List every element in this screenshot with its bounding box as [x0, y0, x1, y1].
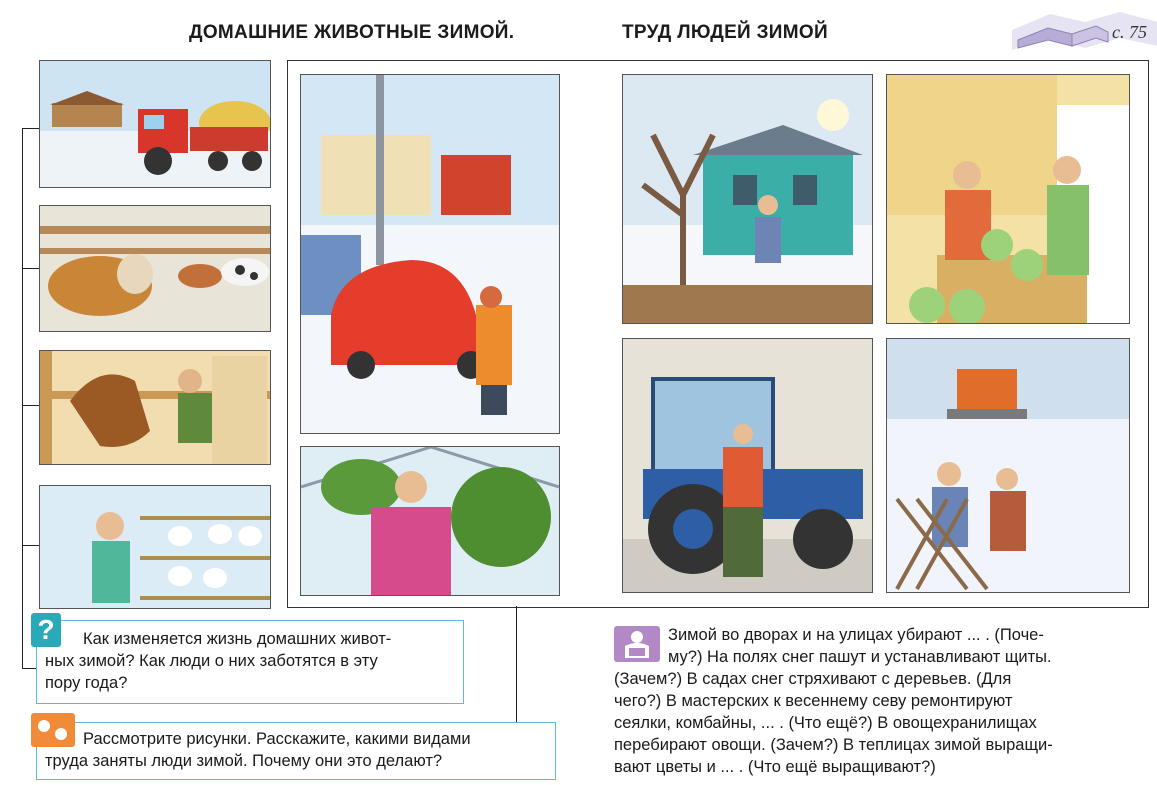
- orchard-snow-picture: [622, 74, 873, 324]
- question-box: [36, 614, 464, 704]
- task-line: Рассмотрите рисунки. Расскажите, какими видами: [83, 730, 471, 748]
- bracket-tick: [22, 268, 39, 269]
- reading-line: сеялки, комбайны, ... . (Что ещё?) В овощехранилищах: [614, 714, 1037, 732]
- separator-line: [516, 606, 517, 724]
- bracket-tick: [22, 545, 39, 546]
- reading-icon: [614, 626, 660, 662]
- bracket-tick: [22, 128, 39, 129]
- question-line: Как изменяется жизнь домашних живот-: [83, 630, 392, 648]
- snow-field-picture: [886, 338, 1130, 593]
- horse-picture: [39, 350, 271, 465]
- left-page-title: ДОМАШНИЕ ЖИВОТНЫЕ ЗИМОЙ.: [189, 22, 515, 43]
- snow-clearing-picture: [300, 74, 560, 434]
- reading-line: му?) На полях снег пашут и устанавливают щиты.: [668, 648, 1052, 666]
- question-line: ных зимой? Как люди о них заботятся в эту: [45, 652, 378, 670]
- page-number: с. 75: [1112, 22, 1147, 42]
- right-page-title: ТРУД ЛЮДЕЙ ЗИМОЙ: [622, 22, 828, 43]
- cows-picture: [39, 205, 271, 332]
- question-line: пору года?: [45, 674, 128, 692]
- bracket-line: [22, 128, 23, 668]
- reading-line: вают цветы и ... . (Что ещё выращивают?): [614, 758, 936, 776]
- bracket-tick: [22, 668, 36, 669]
- bracket-tick: [22, 405, 39, 406]
- reading-line: Зимой во дворах и на улицах убирают ... . (Поче-: [668, 626, 1044, 644]
- question-mark-icon: ?: [31, 613, 61, 647]
- task-line: труда заняты люди зимой. Почему они это делают?: [45, 752, 443, 770]
- reading-line: перебирают овощи. (Зачем?) В теплицах зимой выращи-: [614, 736, 1053, 754]
- reading-line: (Зачем?) В садах снег стряхивают с деревьев. (Для: [614, 670, 1012, 688]
- greenhouse-picture: [300, 446, 560, 596]
- task-box: [36, 722, 556, 780]
- tractor-repair-picture: [622, 338, 873, 593]
- vegetable-storage-picture: [886, 74, 1130, 324]
- poultry-picture: [39, 485, 271, 609]
- reading-line: чего?) В мастерских к весеннему севу ремонтируют: [614, 692, 1013, 710]
- tractor-hay-picture: [39, 60, 271, 188]
- pair-work-icon: [31, 713, 75, 747]
